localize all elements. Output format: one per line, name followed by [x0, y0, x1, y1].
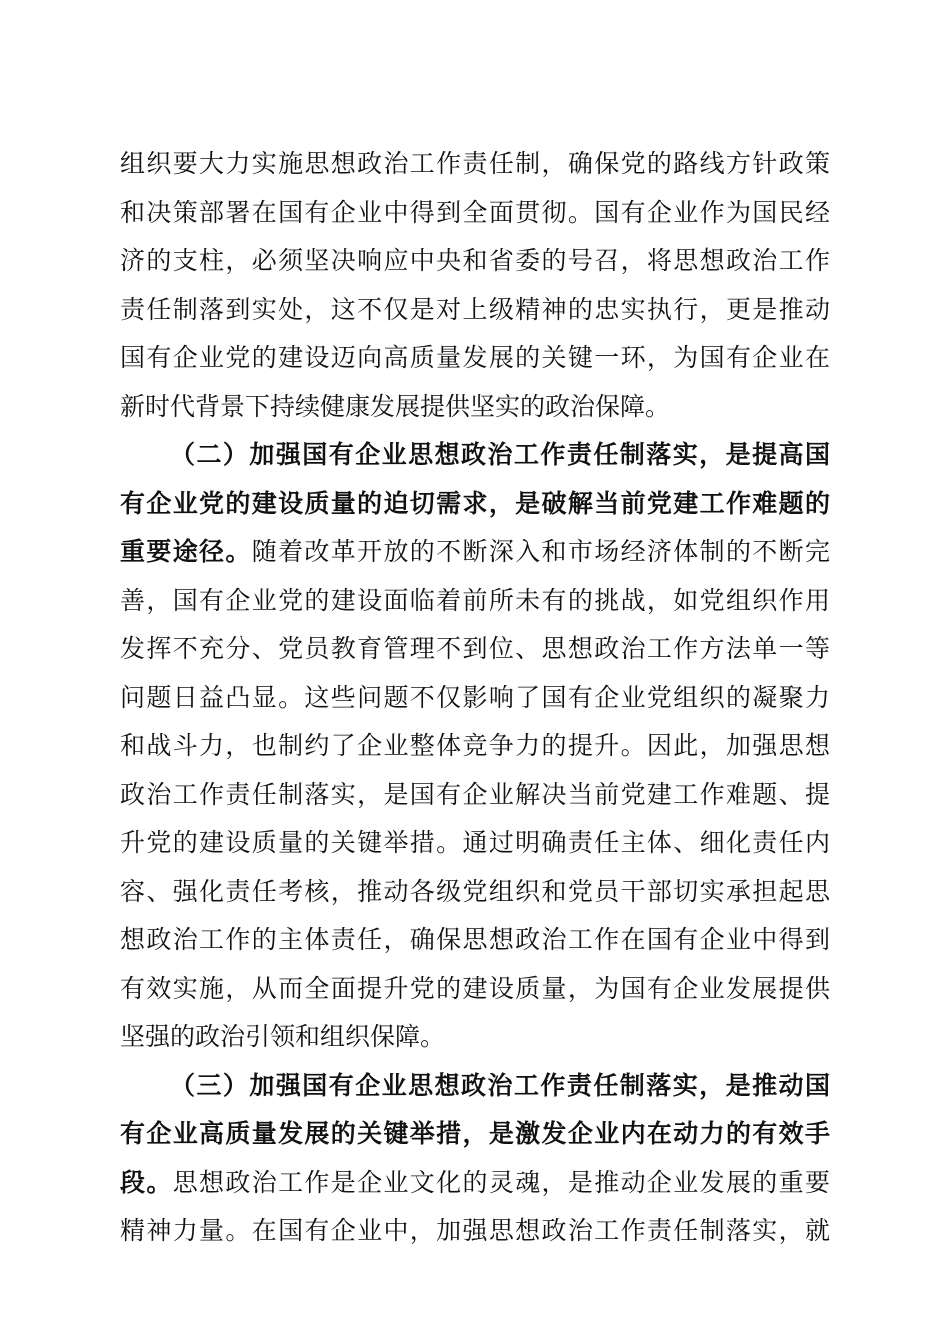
text-line: 和战斗力，也制约了企业整体竞争力的提升。因此，加强思想	[120, 731, 830, 760]
text-line: 政治工作责任制落实，是国有企业解决当前党建工作难题、提	[120, 779, 830, 809]
text-line: 坚强的政治引领和组织保障。	[120, 1022, 446, 1051]
text-line	[120, 1159, 830, 1208]
text-line: 和决策部署在国有企业中得到全面贯彻。国有企业作为国民经	[120, 197, 830, 227]
paragraph-3	[120, 1062, 830, 1256]
section-heading-line: 有企业高质量发展的关键举措，是激发企业内在动力的有效手	[120, 1119, 830, 1148]
text-line: 容、强化责任考核，推动各级党组织和党员干部切实承担起思	[120, 876, 830, 906]
document-body	[120, 140, 830, 1256]
text-line: 问题日益凸显。这些问题不仅影响了国有企业党组织的凝聚力	[120, 682, 830, 712]
section-heading-line: （二）加强国有企业思想政治工作责任制落实，是提高国	[170, 440, 830, 469]
text-line: 发挥不充分、党员教育管理不到位、思想政治工作方法单一等	[120, 634, 830, 663]
text-line: 责任制落到实处，这不仅是对上级精神的忠实执行，更是推动	[120, 294, 830, 324]
text-line: 精神力量。在国有企业中，加强思想政治工作责任制落实，就	[120, 1216, 830, 1245]
text-line: 济的支柱，必须坚决响应中央和省委的号召，将思想政治工作	[120, 246, 830, 275]
text-line: 组织要大力实施思想政治工作责任制，确保党的路线方针政策	[120, 149, 830, 178]
text-line: 想政治工作的主体责任，确保思想政治工作在国有企业中得到	[120, 925, 830, 954]
text-line: 有效实施，从而全面提升党的建设质量，为国有企业发展提供	[120, 973, 830, 1003]
text-line-tail: 思想政治工作是企业文化的灵魂，是推动企业发展的重要	[172, 1167, 830, 1197]
text-line	[120, 528, 830, 577]
text-line: 善，国有企业党的建设面临着前所未有的挑战，如党组织作用	[120, 585, 830, 615]
text-line-tail: 随着改革开放的不断深入和市场经济体制的不断完	[251, 537, 830, 566]
section-heading-tail: 重要途径。	[120, 537, 252, 566]
paragraph-2	[120, 431, 830, 1062]
text-line: 国有企业党的建设迈向高质量发展的关键一环，为国有企业在	[120, 343, 830, 372]
paragraph-1	[120, 140, 830, 431]
text-line: 升党的建设质量的关键举措。通过明确责任主体、细化责任内	[120, 828, 830, 857]
section-heading-tail: 段。	[120, 1167, 173, 1197]
text-line: 新时代背景下持续健康发展提供坚实的政治保障。	[120, 391, 671, 421]
section-heading-line: 有企业党的建设质量的迫切需求，是破解当前党建工作难题的	[120, 488, 830, 518]
section-heading-line: （三）加强国有企业思想政治工作责任制落实，是推动国	[170, 1070, 830, 1100]
